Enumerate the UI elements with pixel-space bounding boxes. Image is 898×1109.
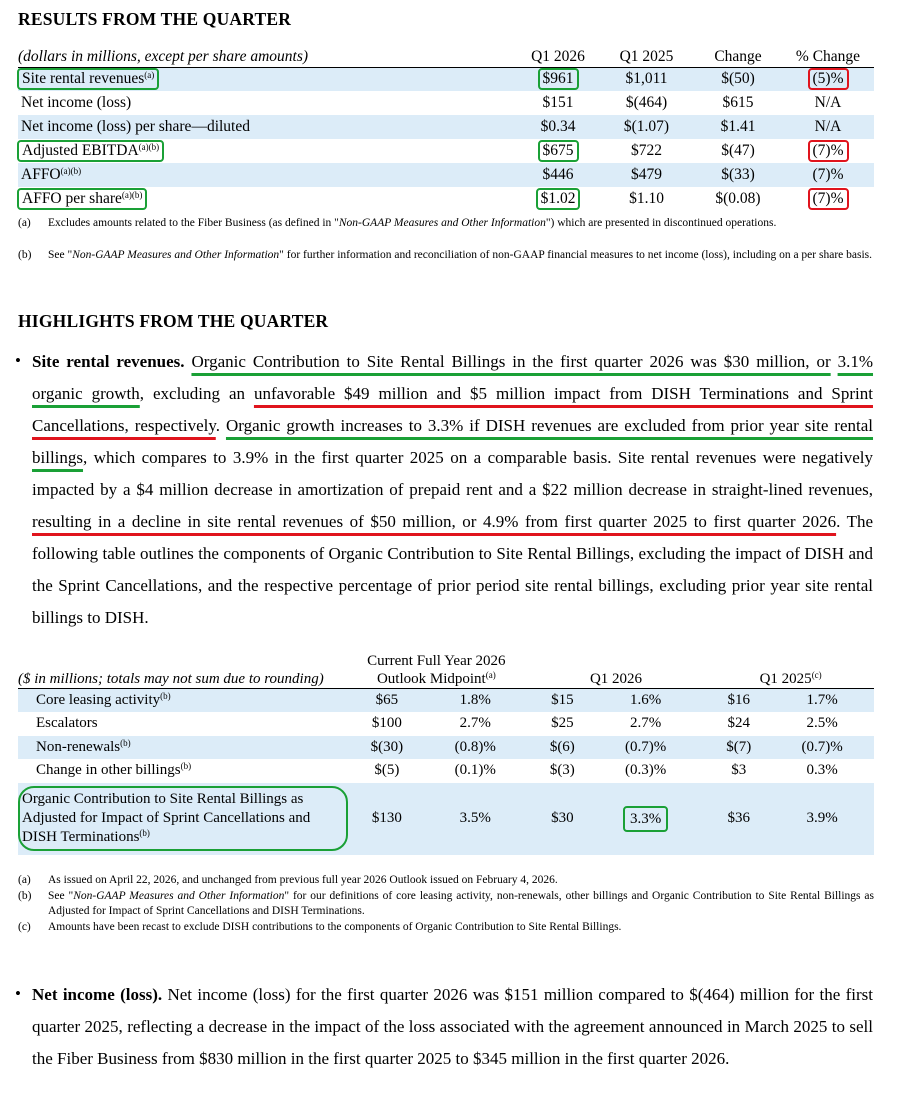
footnote-text-part: See " [48,890,74,902]
red-highlight-box: (7)% [808,140,849,162]
spacer [525,736,533,760]
label-text: Non-renewals [36,738,121,755]
value-q1-2025-pct: 2.5% [806,715,838,732]
row-label [18,736,348,760]
spacer [699,652,707,689]
row-non-renewals [18,736,874,760]
green-highlight-box: $675 [538,140,579,162]
spacer [699,783,707,855]
paragraph-text: . The following table outlines the components of Organic Contribution to Site Rental Billings, excluding the impact of DISH and the Sprint Cancellations, and the respective percentage of prior period site rental billings, excluding prior year site rental billings to DISH. [32,512,873,627]
footnote-key: (a) [18,874,31,886]
results-units-note: (dollars in millions, except per share amounts) [18,47,517,67]
results-header-row [18,47,874,67]
green-highlight-box: 3.3% [623,806,668,832]
paragraph-lead: Site rental revenues. [32,352,185,371]
highlights-heading: HIGHLIGHTS FROM THE QUARTER [18,311,329,331]
footnote-italic: Non-GAAP Measures and Other Information [72,249,280,261]
value-q1-2025: $(1.07) [599,115,694,139]
value-change: $(50) [694,67,782,91]
row-site-rental-revenues [18,67,874,91]
row-core-leasing [18,689,874,713]
value-outlook-amount: $(5) [374,762,400,779]
label-text: Organic Contribution to Site Rental Billings as Adjusted for Impact of Sprint Cancellations and DISH Terminations [22,791,311,845]
label-text: Adjusted EBITDA [22,142,139,159]
components-footnote-b [18,889,874,919]
green-highlight-box [17,140,164,162]
value-q1-2025: $479 [599,163,694,187]
value-q1-2026: $151 [542,94,574,111]
green-underline: 3.1% organic growth [32,352,874,403]
value-q1-2026 [517,67,599,91]
spacer [525,652,533,689]
row-label: Net income (loss) per share—diluted [18,115,517,139]
value-outlook-pct: (0.1)% [454,762,496,779]
row-label: Net income (loss) [21,94,132,111]
green-highlight-box [17,188,147,210]
value-q1-2025-pct: (0.7)% [770,736,874,760]
row-label [18,689,348,713]
paragraph-text: . [215,416,226,435]
col-group-q1-2026 [533,652,700,689]
green-highlight-box [17,68,159,90]
footnote-text [48,873,874,888]
bullet-icon: • [15,351,21,370]
value-q1-2026-amount: $15 [533,689,592,713]
row-net-income-per-share [18,115,874,139]
value-q1-2025-amount: $24 [727,715,750,732]
value-change: $615 [722,94,754,111]
row-organic-contribution-total [18,783,874,855]
footnote-ref: (a)(b) [138,142,160,152]
value-change: $(0.08) [715,190,761,207]
col-group-q1-2025 [707,652,874,689]
value-outlook-amount: $65 [348,689,426,713]
footnote-text [48,920,874,935]
footnote-ref: (a) [144,70,155,81]
value-pct-change [782,187,874,211]
value-q1-2026 [517,139,599,163]
green-underline: Organic Contribution to Site Rental Billings in the first quarter 2026 was $30 million, or [191,352,831,371]
components-footnote-c [18,920,874,935]
net-income-paragraph [32,979,873,1075]
value-q1-2026-pct: (0.3)% [625,762,667,779]
footnote-text [48,216,874,231]
red-highlight-box: (5)% [808,68,849,90]
row-adjusted-ebitda [18,139,874,163]
row-label [18,783,348,855]
value-pct-change [782,67,874,91]
footnote-ref: (b) [120,737,131,748]
row-label [18,759,348,783]
results-footnote-a [18,216,874,231]
paragraph-text: , which compares to 3.9% in the first quarter 2025 on a comparable basis. Site rental revenues were negatively impacted by a $4 million decrease in amortization of prepaid rent and a $22 million decrease in straight-lined revenues, [32,448,873,499]
green-highlight-box: $1.02 [536,188,581,210]
value-outlook-amount: $100 [371,715,402,732]
components-table [18,652,874,855]
value-outlook-amount: $130 [348,783,426,855]
value-q1-2026-amount: $25 [551,715,574,732]
footnote-ref: (a)(b) [60,166,82,176]
value-q1-2026-pct: 2.7% [630,715,662,732]
row-escalators [18,712,874,736]
value-q1-2025: $1.10 [629,190,664,207]
value-q1-2025-pct: 1.7% [770,689,874,713]
value-q1-2025-amount: $(7) [707,736,770,760]
results-footnote-b [18,248,874,263]
footnote-key: (c) [18,921,31,933]
row-affo [18,163,874,187]
components-units-note: ($ in millions; totals may not sum due to rounding) [18,652,348,689]
value-q1-2025-pct: 0.3% [806,762,838,779]
value-pct-change: N/A [782,115,874,139]
spacer [525,759,533,783]
results-table [18,47,874,211]
label-text: Site rental revenues [22,70,145,88]
value-q1-2026-pct: 1.6% [592,689,699,713]
footnote-text-part: " for further information and reconciliation of non-GAAP financial measures to net income (loss), including on a per share basis. [279,249,873,261]
label-text: Core leasing activity [36,692,161,708]
value-outlook-pct: 3.5% [426,783,525,855]
value-pct-change [782,139,874,163]
red-underline: unfavorable $49 million and $5 million impact from DISH Terminations and Sprint Cancellations, respectively [32,384,873,435]
value-q1-2025: $(464) [625,94,668,111]
value-q1-2025-pct: 3.9% [770,783,874,855]
spacer [699,689,707,713]
value-q1-2025-amount: $3 [731,762,747,779]
value-q1-2026-amount: $(3) [549,762,575,779]
row-label: Escalators [36,715,98,732]
col-change: Change [694,47,782,67]
row-label [18,163,517,187]
value-pct-change: N/A [814,94,842,111]
col-group-label: Q1 2026 [589,671,643,687]
value-change: $1.41 [694,115,782,139]
value-q1-2025-amount: $36 [707,783,770,855]
row-label [18,139,517,163]
value-outlook-pct: (0.8)% [426,736,525,760]
value-outlook-pct: 2.7% [459,715,491,732]
footnote-italic: Non-GAAP Measures and Other Information [338,217,546,229]
value-change: $(47) [721,142,755,159]
footnote-italic: Non-GAAP Measures and Other Information [73,890,285,902]
spacer [525,712,533,736]
value-q1-2026 [517,187,599,211]
red-underline: resulting in a decline in site rental revenues of $50 million, or 4.9% from first quarter 2025 to first quarter 2026 [32,512,837,531]
red-highlight-box: (7)% [808,188,849,210]
col-q1-2025: Q1 2025 [599,47,694,67]
bullet-icon: • [15,984,21,1003]
footnote-text-part: ") which are presented in discontinued operations. [545,217,777,229]
value-outlook-amount: $(30) [348,736,426,760]
value-change: $(33) [694,163,782,187]
footnote-key: (a) [18,217,31,229]
spacer [525,783,533,855]
footnote-text-part: As issued on April 22, 2026, and unchanged from previous full year 2026 Outlook issued on February 4, 2026. [48,874,558,886]
footnote-ref: (c) [811,670,822,680]
footnote-text-part: Amounts have been recast to exclude DISH contributions to the components of Organic Contribution to Site Rental Billings. [48,921,622,933]
value-q1-2026-amount: $30 [533,783,592,855]
footnote-ref: (b) [180,761,192,772]
label-text: Change in other billings [36,762,181,779]
row-label [18,67,517,91]
value-q1-2025-amount: $16 [707,689,770,713]
footnote-key: (b) [18,890,32,902]
col-group-label: Q1 2025 [759,671,812,687]
value-q1-2025: $1,011 [599,67,694,91]
spacer [525,689,533,713]
value-q1-2026-pct [592,783,699,855]
value-q1-2026: $0.34 [517,115,599,139]
row-affo-per-share [18,187,874,211]
site-rental-paragraph [32,346,873,634]
col-group-outlook [348,652,525,689]
components-header-row [18,652,874,689]
spacer [699,712,707,736]
footnote-text-part: " for our definitions of core leasing activity, non-renewals, other billings and Organic Contribution to Site Rental Billings as Adjusted for Impact of Sprint Cancellations and DISH Terminations. [48,890,874,917]
label-text: AFFO per share [22,190,122,207]
paragraph-lead: Net income (loss). [32,985,163,1004]
footnote-text [48,889,874,919]
value-q1-2025: $722 [631,142,662,159]
col-pct-change: % Change [782,47,874,67]
value-outlook-pct: 1.8% [426,689,525,713]
footnote-text-part: See " [48,249,73,261]
col-group-label: Current Full Year 2026 Outlook Midpoint [367,653,506,687]
green-highlight-box: $961 [538,68,579,90]
footnote-text-part: Excludes amounts related to the Fiber Business (as defined in " [48,217,339,229]
row-other-billings [18,759,874,783]
results-heading: RESULTS FROM THE QUARTER [18,9,292,29]
green-highlight-box [18,786,348,851]
footnote-text [48,248,874,263]
paragraph-text: Net income (loss) for the first quarter 2026 was $151 million compared to $(464) million for the first quarter 2025, reflecting a decrease in the impact of the loss associated with the agreement announced in March 2025 to sell the Fiber Business from $830 million in the first quarter 2025 to $345 million in the first quarter 2026. [32,985,873,1068]
label-text: AFFO [21,166,61,183]
footnote-key: (b) [18,249,32,261]
value-q1-2026: $446 [517,163,599,187]
footnote-ref: (a) [485,670,496,680]
spacer [699,759,707,783]
col-q1-2026: Q1 2026 [517,47,599,67]
paragraph-text: , excluding an [139,384,254,403]
value-pct-change: (7)% [782,163,874,187]
components-footnote-a [18,873,874,888]
spacer [699,736,707,760]
value-q1-2026-pct: (0.7)% [592,736,699,760]
green-underline: Organic growth increases to 3.3% if DISH revenues are excluded from prior year site rental billings [32,416,874,467]
value-q1-2026-amount: $(6) [533,736,592,760]
row-label [18,187,517,211]
row-net-income [18,91,874,115]
footnote-ref: (b) [139,828,150,838]
footnote-ref: (a)(b) [121,190,143,200]
footnote-ref: (b) [160,691,171,701]
